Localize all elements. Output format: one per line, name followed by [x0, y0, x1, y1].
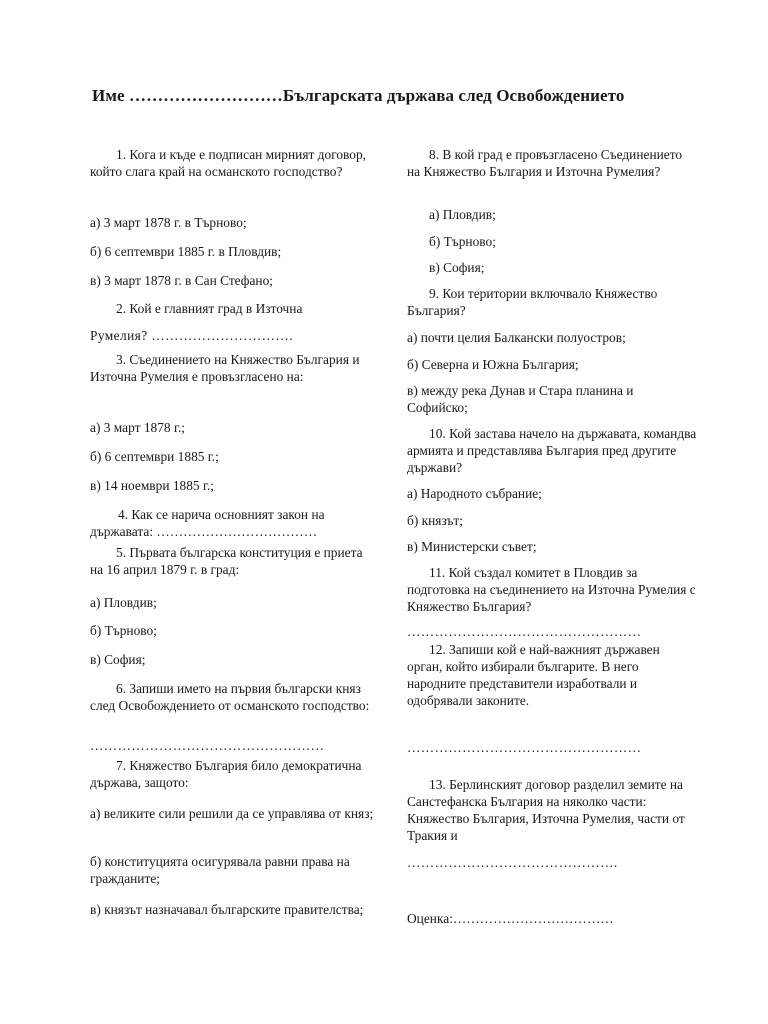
question-3-option-a: а) 3 март 1878 г.; — [90, 420, 186, 435]
page-title: Име ………………………Българската държава след Освобождението — [92, 86, 625, 105]
question-7: 7. Княжество България било демократична държава, защото: — [90, 758, 362, 790]
question-8: 8. В кой град е провъзгласено Съединението на Княжество България и Източна Румелия? — [407, 147, 683, 179]
question-10: 10. Кой застава начело на държавата, командва армията и представлява България пред другите държави? — [407, 426, 697, 475]
question-5-option-a: а) Пловдив; — [90, 595, 157, 610]
question-1-option-b: б) 6 септември 1885 г. в Пловдив; — [90, 244, 282, 259]
question-5: 5. Първата българска конституция е приета на 16 април 1879 г. в град: — [90, 545, 363, 577]
grade-line: Оценка:……………………………… — [407, 911, 614, 926]
question-7-option-c: в) князът назначавал българските правителства; — [90, 902, 364, 917]
question-12-answer-line: …………………………………………… — [407, 740, 642, 755]
question-8-option-a: а) Пловдив; — [429, 207, 496, 222]
question-6: 6. Запиши името на първия български княз след Освобождението от османското господство: — [90, 681, 370, 713]
question-1-option-c: в) 3 март 1878 г. в Сан Стефано; — [90, 273, 273, 288]
question-8-option-b: б) Търново; — [429, 234, 496, 249]
question-9-option-b: б) Северна и Южна България; — [407, 357, 579, 372]
question-10-option-a: а) Народното събрание; — [407, 486, 542, 501]
question-7-option-b: б) конституцията осигурявала равни права на гражданите; — [90, 854, 350, 886]
question-2: 2. Кой е главният град в Източна — [116, 301, 303, 316]
question-9: 9. Кои територии включвало Княжество България? — [407, 286, 658, 318]
question-8-option-c: в) София; — [429, 260, 485, 275]
question-5-option-b: б) Търново; — [90, 623, 157, 638]
question-6-answer-line: …………………………………………… — [90, 738, 325, 753]
question-3: 3. Съединението на Княжество България и Източна Румелия е провъзгласено на: — [90, 352, 360, 384]
question-9-option-a: а) почти целия Балкански полуостров; — [407, 330, 626, 345]
question-11-answer-line: …………………………………………… — [407, 624, 642, 639]
question-2-answer-line: Румелия? …………………………. — [90, 328, 293, 343]
question-13: 13. Берлинският договор разделил земите на Санстефанска България на няколко части: Княжество България, Източна Румелия, части от Тракия и — [407, 777, 685, 843]
question-1-option-a: а) 3 март 1878 г. в Търново; — [90, 215, 247, 230]
question-3-option-b: б) 6 септември 1885 г.; — [90, 449, 219, 464]
question-11: 11. Кой създал комитет в Пловдив за подготовка на съединението на Източна Румелия с Княжество България? — [407, 565, 696, 614]
question-9-option-c: в) между река Дунав и Стара планина и Софийско; — [407, 383, 634, 415]
question-5-option-c: в) София; — [90, 652, 146, 667]
question-13-answer-line: ………………………………………. — [407, 855, 618, 870]
question-7-option-a: а) великите сили решили да се управлява от княз; — [90, 806, 374, 821]
question-4: 4. Как се нарича основният закон на държавата: ……………………………… — [90, 507, 325, 539]
question-3-option-c: в) 14 ноември 1885 г.; — [90, 478, 215, 493]
question-12: 12. Запиши кой е най-важният държавен орган, който избирали българите. В него народните представители изработвали и одобрявали законите. — [407, 642, 660, 708]
question-10-option-b: б) князът; — [407, 513, 464, 528]
question-10-option-c: в) Министерски съвет; — [407, 539, 537, 554]
question-1: 1. Кога и къде е подписан мирният договор, който слага край на османското господство? — [90, 147, 367, 179]
